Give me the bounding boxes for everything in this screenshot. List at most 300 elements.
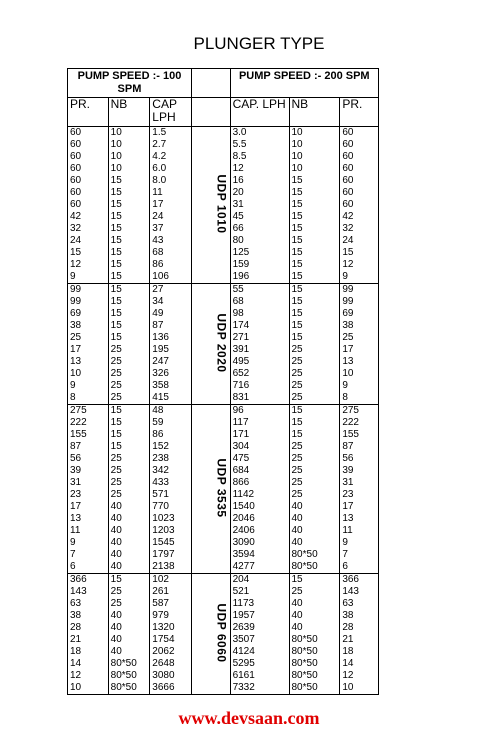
cell-cap-right: 174 [230, 320, 289, 332]
cell-pr-right: 31 [340, 477, 379, 489]
cell-cap-right: 495 [230, 356, 289, 368]
cell-pr-left: 42 [68, 211, 109, 223]
cell-pr-left: 60 [68, 163, 109, 175]
pump-speed-200-header: PUMP SPEED :- 200 SPM [230, 69, 378, 98]
cell-pr-left: 13 [68, 513, 109, 525]
cell-nb-left: 15 [108, 199, 150, 211]
cell-pr-right: 21 [340, 634, 379, 646]
cell-pr-left: 143 [68, 586, 109, 598]
cell-nb-right: 15 [289, 211, 340, 223]
cell-cap-left: 433 [150, 477, 192, 489]
cell-pr-left: 28 [68, 622, 109, 634]
cell-nb-left: 40 [108, 646, 150, 658]
table-body [68, 127, 379, 695]
cell-cap-right: 2046 [230, 513, 289, 525]
cell-nb-left: 10 [108, 151, 150, 163]
cell-pr-right: 25 [340, 332, 379, 344]
cell-pr-right: 12 [340, 670, 379, 682]
cell-pr-right: 155 [340, 429, 379, 441]
cell-cap-left: 48 [150, 405, 192, 418]
cell-pr-right: 9 [340, 380, 379, 392]
cell-nb-right: 15 [289, 284, 340, 297]
cell-pr-left: 21 [68, 634, 109, 646]
plunger-spec-table [67, 68, 379, 695]
cell-cap-right: 391 [230, 344, 289, 356]
cell-cap-right: 55 [230, 284, 289, 297]
cell-pr-right: 63 [340, 598, 379, 610]
cell-pr-left: 56 [68, 453, 109, 465]
website-footer: www.devsaan.com [178, 708, 320, 728]
cell-pr-right: 23 [340, 489, 379, 501]
cell-pr-right: 8 [340, 392, 379, 405]
cell-nb-left: 15 [108, 405, 150, 418]
cell-cap-left: 6.0 [150, 163, 192, 175]
cell-cap-right: 45 [230, 211, 289, 223]
model-name: UDP 2020 [214, 313, 229, 373]
cell-nb-left: 15 [108, 441, 150, 453]
cell-pr-left: 17 [68, 344, 109, 356]
cell-cap-left: 43 [150, 235, 192, 247]
cell-cap-left: 247 [150, 356, 192, 368]
cell-pr-right: 38 [340, 320, 379, 332]
cell-nb-left: 15 [108, 271, 150, 284]
cell-nb-right: 25 [289, 465, 340, 477]
cell-pr-left: 14 [68, 658, 109, 670]
cell-pr-left: 222 [68, 417, 109, 429]
cell-pr-left: 32 [68, 223, 109, 235]
cell-nb-left: 80*50 [108, 682, 150, 695]
cell-cap-left: 3666 [150, 682, 192, 695]
cell-cap-right: 8.5 [230, 151, 289, 163]
cell-cap-left: 2648 [150, 658, 192, 670]
cell-pr-left: 38 [68, 320, 109, 332]
model-label [191, 405, 230, 574]
cell-nb-right: 15 [289, 223, 340, 235]
cell-nb-right: 40 [289, 610, 340, 622]
cell-pr-left: 60 [68, 127, 109, 140]
cell-nb-right: 15 [289, 574, 340, 587]
cell-cap-right: 2639 [230, 622, 289, 634]
cell-cap-right: 96 [230, 405, 289, 418]
cell-cap-left: 1203 [150, 525, 192, 537]
cell-cap-right: 521 [230, 586, 289, 598]
cell-cap-left: 195 [150, 344, 192, 356]
cell-cap-right: 68 [230, 296, 289, 308]
cell-nb-left: 25 [108, 598, 150, 610]
cell-cap-left: 34 [150, 296, 192, 308]
cell-nb-left: 25 [108, 344, 150, 356]
cell-pr-right: 275 [340, 405, 379, 418]
cell-cap-right: 3090 [230, 537, 289, 549]
cell-cap-right: 1957 [230, 610, 289, 622]
cell-pr-left: 17 [68, 501, 109, 513]
cell-cap-left: 1754 [150, 634, 192, 646]
cell-cap-left: 587 [150, 598, 192, 610]
cell-cap-left: 3080 [150, 670, 192, 682]
cell-cap-left: 4.2 [150, 151, 192, 163]
cell-nb-right: 25 [289, 356, 340, 368]
cell-nb-right: 25 [289, 380, 340, 392]
header-gap [191, 69, 230, 98]
cell-cap-right: 1173 [230, 598, 289, 610]
cell-cap-left: 17 [150, 199, 192, 211]
table-row [68, 127, 379, 140]
cell-pr-left: 9 [68, 380, 109, 392]
cell-nb-left: 15 [108, 259, 150, 271]
cell-nb-right: 10 [289, 127, 340, 140]
cell-nb-right: 25 [289, 477, 340, 489]
cell-nb-left: 40 [108, 513, 150, 525]
cell-pr-left: 6 [68, 561, 109, 574]
cell-nb-right: 80*50 [289, 658, 340, 670]
cell-nb-right: 25 [289, 586, 340, 598]
cell-cap-left: 86 [150, 259, 192, 271]
cell-nb-left: 40 [108, 549, 150, 561]
cell-cap-right: 2406 [230, 525, 289, 537]
cell-cap-left: 261 [150, 586, 192, 598]
cell-pr-right: 143 [340, 586, 379, 598]
cell-nb-right: 40 [289, 513, 340, 525]
cell-cap-left: 8.0 [150, 175, 192, 187]
cell-cap-left: 1023 [150, 513, 192, 525]
cell-nb-right: 40 [289, 622, 340, 634]
cell-pr-right: 10 [340, 368, 379, 380]
cell-cap-right: 31 [230, 199, 289, 211]
cell-nb-right: 15 [289, 175, 340, 187]
cell-nb-left: 25 [108, 380, 150, 392]
cell-pr-right: 28 [340, 622, 379, 634]
cell-nb-left: 25 [108, 489, 150, 501]
cell-nb-right: 15 [289, 247, 340, 259]
cell-pr-right: 12 [340, 259, 379, 271]
cell-pr-left: 155 [68, 429, 109, 441]
cell-pr-left: 60 [68, 151, 109, 163]
cell-nb-right: 80*50 [289, 549, 340, 561]
cell-cap-right: 1142 [230, 489, 289, 501]
table-row [68, 284, 379, 297]
cell-nb-left: 15 [108, 320, 150, 332]
model-name: UDP 3535 [214, 458, 229, 518]
cell-cap-left: 2138 [150, 561, 192, 574]
model-label [191, 284, 230, 405]
cell-nb-left: 25 [108, 586, 150, 598]
cell-cap-right: 475 [230, 453, 289, 465]
cell-nb-left: 40 [108, 610, 150, 622]
cell-pr-left: 39 [68, 465, 109, 477]
cell-pr-left: 63 [68, 598, 109, 610]
cell-nb-left: 15 [108, 187, 150, 199]
col-nb-left: NB [108, 98, 150, 127]
cell-cap-left: 238 [150, 453, 192, 465]
cell-nb-right: 15 [289, 320, 340, 332]
model-label [191, 574, 230, 695]
cell-cap-right: 3.0 [230, 127, 289, 140]
cell-nb-left: 15 [108, 417, 150, 429]
cell-cap-right: 4277 [230, 561, 289, 574]
cell-pr-left: 10 [68, 368, 109, 380]
cell-pr-right: 69 [340, 308, 379, 320]
cell-pr-left: 60 [68, 139, 109, 151]
cell-cap-left: 49 [150, 308, 192, 320]
cell-cap-left: 59 [150, 417, 192, 429]
cell-nb-left: 25 [108, 356, 150, 368]
cell-nb-left: 80*50 [108, 670, 150, 682]
cell-pr-left: 11 [68, 525, 109, 537]
cell-pr-right: 99 [340, 284, 379, 297]
cell-cap-right: 5295 [230, 658, 289, 670]
cell-cap-right: 196 [230, 271, 289, 284]
cell-cap-right: 20 [230, 187, 289, 199]
cell-pr-right: 87 [340, 441, 379, 453]
cell-pr-left: 60 [68, 199, 109, 211]
cell-nb-left: 10 [108, 139, 150, 151]
table-row [68, 405, 379, 418]
cell-cap-left: 152 [150, 441, 192, 453]
cell-cap-right: 304 [230, 441, 289, 453]
cell-pr-left: 60 [68, 175, 109, 187]
model-name: UDP 6060 [214, 603, 229, 663]
cell-nb-right: 25 [289, 344, 340, 356]
cell-pr-right: 56 [340, 453, 379, 465]
cell-pr-right: 11 [340, 525, 379, 537]
cell-nb-left: 15 [108, 308, 150, 320]
cell-cap-right: 3507 [230, 634, 289, 646]
cell-cap-right: 6161 [230, 670, 289, 682]
col-model [191, 98, 230, 127]
cell-pr-left: 18 [68, 646, 109, 658]
cell-pr-right: 9 [340, 271, 379, 284]
cell-pr-right: 14 [340, 658, 379, 670]
cell-cap-left: 1545 [150, 537, 192, 549]
cell-cap-right: 159 [230, 259, 289, 271]
cell-nb-right: 15 [289, 271, 340, 284]
cell-pr-right: 38 [340, 610, 379, 622]
cell-pr-right: 10 [340, 682, 379, 695]
cell-pr-right: 60 [340, 151, 379, 163]
cell-nb-left: 40 [108, 525, 150, 537]
cell-cap-left: 1320 [150, 622, 192, 634]
cell-pr-right: 60 [340, 199, 379, 211]
cell-nb-left: 15 [108, 296, 150, 308]
col-cap-right: CAP. LPH [230, 98, 289, 127]
cell-cap-left: 571 [150, 489, 192, 501]
cell-cap-left: 358 [150, 380, 192, 392]
cell-nb-right: 15 [289, 417, 340, 429]
cell-cap-left: 27 [150, 284, 192, 297]
cell-nb-left: 25 [108, 453, 150, 465]
col-nb-right: NB [289, 98, 340, 127]
cell-cap-right: 204 [230, 574, 289, 587]
cell-nb-left: 15 [108, 332, 150, 344]
cell-nb-right: 15 [289, 259, 340, 271]
cell-cap-right: 866 [230, 477, 289, 489]
cell-nb-right: 80*50 [289, 561, 340, 574]
cell-nb-right: 10 [289, 151, 340, 163]
cell-pr-right: 222 [340, 417, 379, 429]
cell-cap-right: 12 [230, 163, 289, 175]
cell-cap-right: 125 [230, 247, 289, 259]
cell-cap-left: 415 [150, 392, 192, 405]
cell-pr-left: 25 [68, 332, 109, 344]
cell-pr-right: 24 [340, 235, 379, 247]
cell-cap-right: 1540 [230, 501, 289, 513]
cell-cap-right: 684 [230, 465, 289, 477]
cell-cap-right: 98 [230, 308, 289, 320]
cell-cap-left: 37 [150, 223, 192, 235]
cell-cap-left: 106 [150, 271, 192, 284]
cell-cap-right: 80 [230, 235, 289, 247]
cell-pr-left: 87 [68, 441, 109, 453]
cell-pr-left: 366 [68, 574, 109, 587]
col-pr-right: PR. [340, 98, 379, 127]
cell-nb-right: 25 [289, 453, 340, 465]
cell-pr-right: 60 [340, 175, 379, 187]
cell-nb-left: 40 [108, 501, 150, 513]
cell-pr-right: 366 [340, 574, 379, 587]
cell-pr-right: 42 [340, 211, 379, 223]
cell-pr-left: 99 [68, 296, 109, 308]
cell-nb-left: 10 [108, 163, 150, 175]
cell-cap-left: 68 [150, 247, 192, 259]
cell-pr-right: 17 [340, 501, 379, 513]
cell-pr-left: 12 [68, 259, 109, 271]
cell-pr-left: 275 [68, 405, 109, 418]
cell-cap-left: 11 [150, 187, 192, 199]
cell-pr-left: 31 [68, 477, 109, 489]
cell-pr-left: 60 [68, 187, 109, 199]
cell-pr-left: 13 [68, 356, 109, 368]
cell-pr-left: 38 [68, 610, 109, 622]
cell-nb-right: 40 [289, 501, 340, 513]
cell-pr-left: 24 [68, 235, 109, 247]
cell-nb-right: 15 [289, 199, 340, 211]
cell-cap-left: 342 [150, 465, 192, 477]
cell-nb-left: 15 [108, 574, 150, 587]
cell-nb-right: 15 [289, 429, 340, 441]
cell-pr-left: 8 [68, 392, 109, 405]
cell-pr-right: 32 [340, 223, 379, 235]
model-name: UDP 1010 [214, 174, 229, 234]
cell-cap-right: 271 [230, 332, 289, 344]
cell-nb-right: 80*50 [289, 646, 340, 658]
cell-cap-left: 2062 [150, 646, 192, 658]
cell-pr-left: 99 [68, 284, 109, 297]
cell-nb-right: 80*50 [289, 634, 340, 646]
cell-pr-right: 60 [340, 127, 379, 140]
cell-cap-left: 86 [150, 429, 192, 441]
cell-pr-right: 13 [340, 356, 379, 368]
cell-pr-right: 60 [340, 163, 379, 175]
cell-cap-left: 326 [150, 368, 192, 380]
cell-cap-right: 4124 [230, 646, 289, 658]
cell-nb-right: 15 [289, 332, 340, 344]
cell-nb-left: 15 [108, 175, 150, 187]
cell-nb-left: 40 [108, 561, 150, 574]
cell-cap-right: 117 [230, 417, 289, 429]
cell-nb-right: 80*50 [289, 670, 340, 682]
cell-nb-right: 40 [289, 537, 340, 549]
cell-nb-right: 15 [289, 405, 340, 418]
cell-nb-right: 15 [289, 296, 340, 308]
cell-nb-left: 25 [108, 368, 150, 380]
cell-cap-right: 5.5 [230, 139, 289, 151]
cell-cap-left: 979 [150, 610, 192, 622]
cell-cap-left: 87 [150, 320, 192, 332]
cell-pr-right: 60 [340, 187, 379, 199]
cell-nb-right: 25 [289, 489, 340, 501]
col-cap-left: CAP LPH [150, 98, 192, 127]
cell-cap-left: 102 [150, 574, 192, 587]
cell-nb-left: 15 [108, 235, 150, 247]
cell-cap-right: 716 [230, 380, 289, 392]
cell-nb-left: 15 [108, 211, 150, 223]
cell-nb-left: 25 [108, 465, 150, 477]
cell-pr-right: 60 [340, 139, 379, 151]
cell-cap-right: 7332 [230, 682, 289, 695]
table-row [68, 574, 379, 587]
cell-nb-right: 40 [289, 525, 340, 537]
cell-cap-left: 136 [150, 332, 192, 344]
cell-pr-left: 12 [68, 670, 109, 682]
cell-nb-left: 15 [108, 429, 150, 441]
cell-nb-left: 40 [108, 537, 150, 549]
cell-cap-left: 770 [150, 501, 192, 513]
cell-pr-right: 7 [340, 549, 379, 561]
cell-cap-left: 1.5 [150, 127, 192, 140]
cell-pr-right: 18 [340, 646, 379, 658]
cell-pr-right: 99 [340, 296, 379, 308]
cell-cap-right: 171 [230, 429, 289, 441]
cell-pr-right: 9 [340, 537, 379, 549]
cell-nb-left: 40 [108, 622, 150, 634]
cell-nb-left: 25 [108, 477, 150, 489]
cell-nb-right: 15 [289, 308, 340, 320]
cell-nb-right: 15 [289, 235, 340, 247]
col-pr-left: PR. [68, 98, 109, 127]
cell-nb-right: 10 [289, 139, 340, 151]
cell-pr-left: 9 [68, 271, 109, 284]
cell-nb-left: 80*50 [108, 658, 150, 670]
cell-pr-right: 39 [340, 465, 379, 477]
cell-nb-right: 25 [289, 368, 340, 380]
cell-cap-right: 3594 [230, 549, 289, 561]
cell-pr-right: 15 [340, 247, 379, 259]
cell-pr-right: 6 [340, 561, 379, 574]
cell-pr-left: 9 [68, 537, 109, 549]
cell-cap-right: 66 [230, 223, 289, 235]
cell-nb-right: 10 [289, 163, 340, 175]
cell-pr-right: 17 [340, 344, 379, 356]
cell-nb-left: 25 [108, 392, 150, 405]
model-label [191, 127, 230, 284]
cell-nb-right: 25 [289, 441, 340, 453]
cell-nb-left: 10 [108, 127, 150, 140]
cell-cap-left: 24 [150, 211, 192, 223]
cell-nb-right: 15 [289, 187, 340, 199]
pump-speed-100-header: PUMP SPEED :- 100 SPM [68, 69, 192, 98]
cell-pr-right: 13 [340, 513, 379, 525]
cell-nb-left: 15 [108, 284, 150, 297]
cell-cap-right: 16 [230, 175, 289, 187]
cell-pr-left: 15 [68, 247, 109, 259]
cell-nb-right: 25 [289, 392, 340, 405]
page-title: PLUNGER TYPE [193, 34, 325, 53]
cell-nb-left: 15 [108, 247, 150, 259]
cell-pr-left: 23 [68, 489, 109, 501]
cell-cap-left: 1797 [150, 549, 192, 561]
cell-cap-right: 831 [230, 392, 289, 405]
cell-nb-left: 40 [108, 634, 150, 646]
